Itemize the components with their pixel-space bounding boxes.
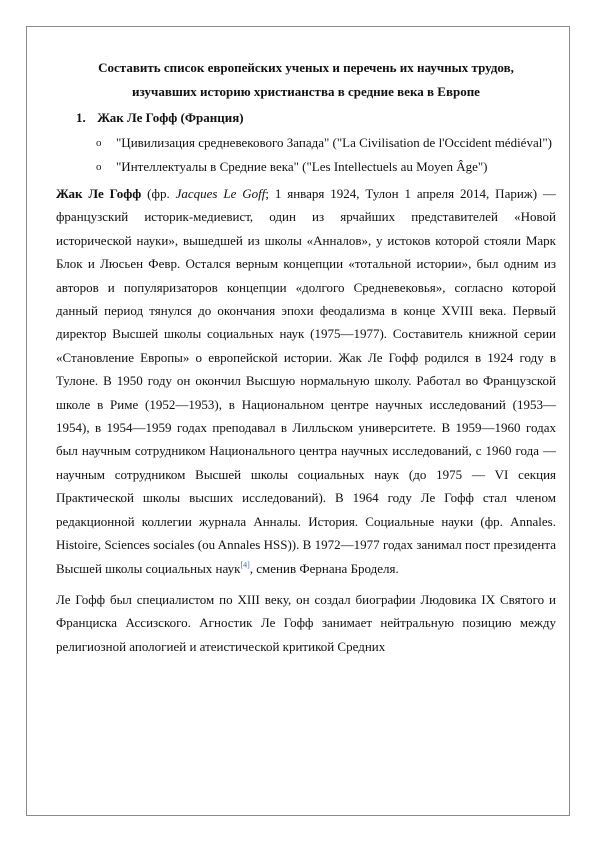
bullet-icon: o bbox=[96, 161, 102, 173]
biography-paragraph bbox=[56, 182, 556, 580]
footnote-link[interactable]: [4] bbox=[240, 560, 250, 570]
paragraph-text: (фр. bbox=[141, 186, 176, 201]
paragraph-text: ; 1 января 1924, Тулон 1 апреля 2014, Париж) — французский историк-медиевист, один из ярчайших представителей «Новой исторической науки», вышедшей из школы «Анналов», у истоков которой стояли Марк Блок и Люсьен Февр. Остался верным концепции «тотальной истории», был одним из авторов и популяризаторов концепции «долгого Средневековья», согласно которой данный период тянулся до окончания эпохи феодализма в конце XVIII века. Первый директор Высшей школы социальных наук (1975—1977). Составитель книжной серии «Становление Европы» о европейской истории. Жак Ле Гофф родился в 1924 году в Тулоне. В 1950 году он окончил Высшую нормальную школу. Работал во Французской школе в Риме (1952—1953), в Национальном центре научных исследований (1953—1954), в 1954—1959 годах преподавал в Лилльском университете. В 1959—1960 годах был научным сотрудником Национального центра научных исследований, с 1960 года — научным сотрудником Высшей школы социальных наук (до 1975 — VI секция Практической школы высших исследований). В 1964 году Ле Гофф стал членом редакционной коллегии журнала Анналы. История. Социальные науки (фр. Annales. Histoire, Sciences sociales (ou Annales HSS)). В 1972—1977 годах занимал пост президента Высшей школы социальных наук bbox=[56, 186, 556, 576]
work-title: "Цивилизация средневекового Запада" ("La Civilisation de l'Occident médiéval") bbox=[116, 135, 552, 150]
document-body bbox=[56, 56, 556, 666]
section-heading bbox=[76, 108, 556, 128]
person-name: Жак Ле Гофф bbox=[56, 186, 142, 201]
latin-name: Jacques Le Goff bbox=[175, 186, 266, 201]
document-title: Составить список европейских ученых и перечень их научных трудов, изучавших историю христианства в средние века в Европе bbox=[98, 60, 514, 99]
list-item bbox=[96, 156, 556, 178]
section-number: 1. bbox=[76, 110, 86, 125]
bullet-icon: o bbox=[96, 137, 102, 149]
paragraph-text: , сменив Фернана Броделя. bbox=[249, 560, 399, 576]
work-title: "Интеллектуалы в Средние века" ("Les Intellectuels au Moyen Âge") bbox=[116, 159, 488, 174]
works-list bbox=[56, 132, 556, 178]
list-item bbox=[96, 132, 556, 154]
section-heading-text: Жак Ле Гофф (Франция) bbox=[97, 110, 244, 125]
biography-paragraph-2: Ле Гофф был специалистом по XIII веку, он создал биографии Людовика IX Святого и Франциска Ассизского. Агностик Ле Гофф занимает нейтральную позицию между религиозной апологией и атеистической критикой Средних bbox=[56, 591, 556, 654]
